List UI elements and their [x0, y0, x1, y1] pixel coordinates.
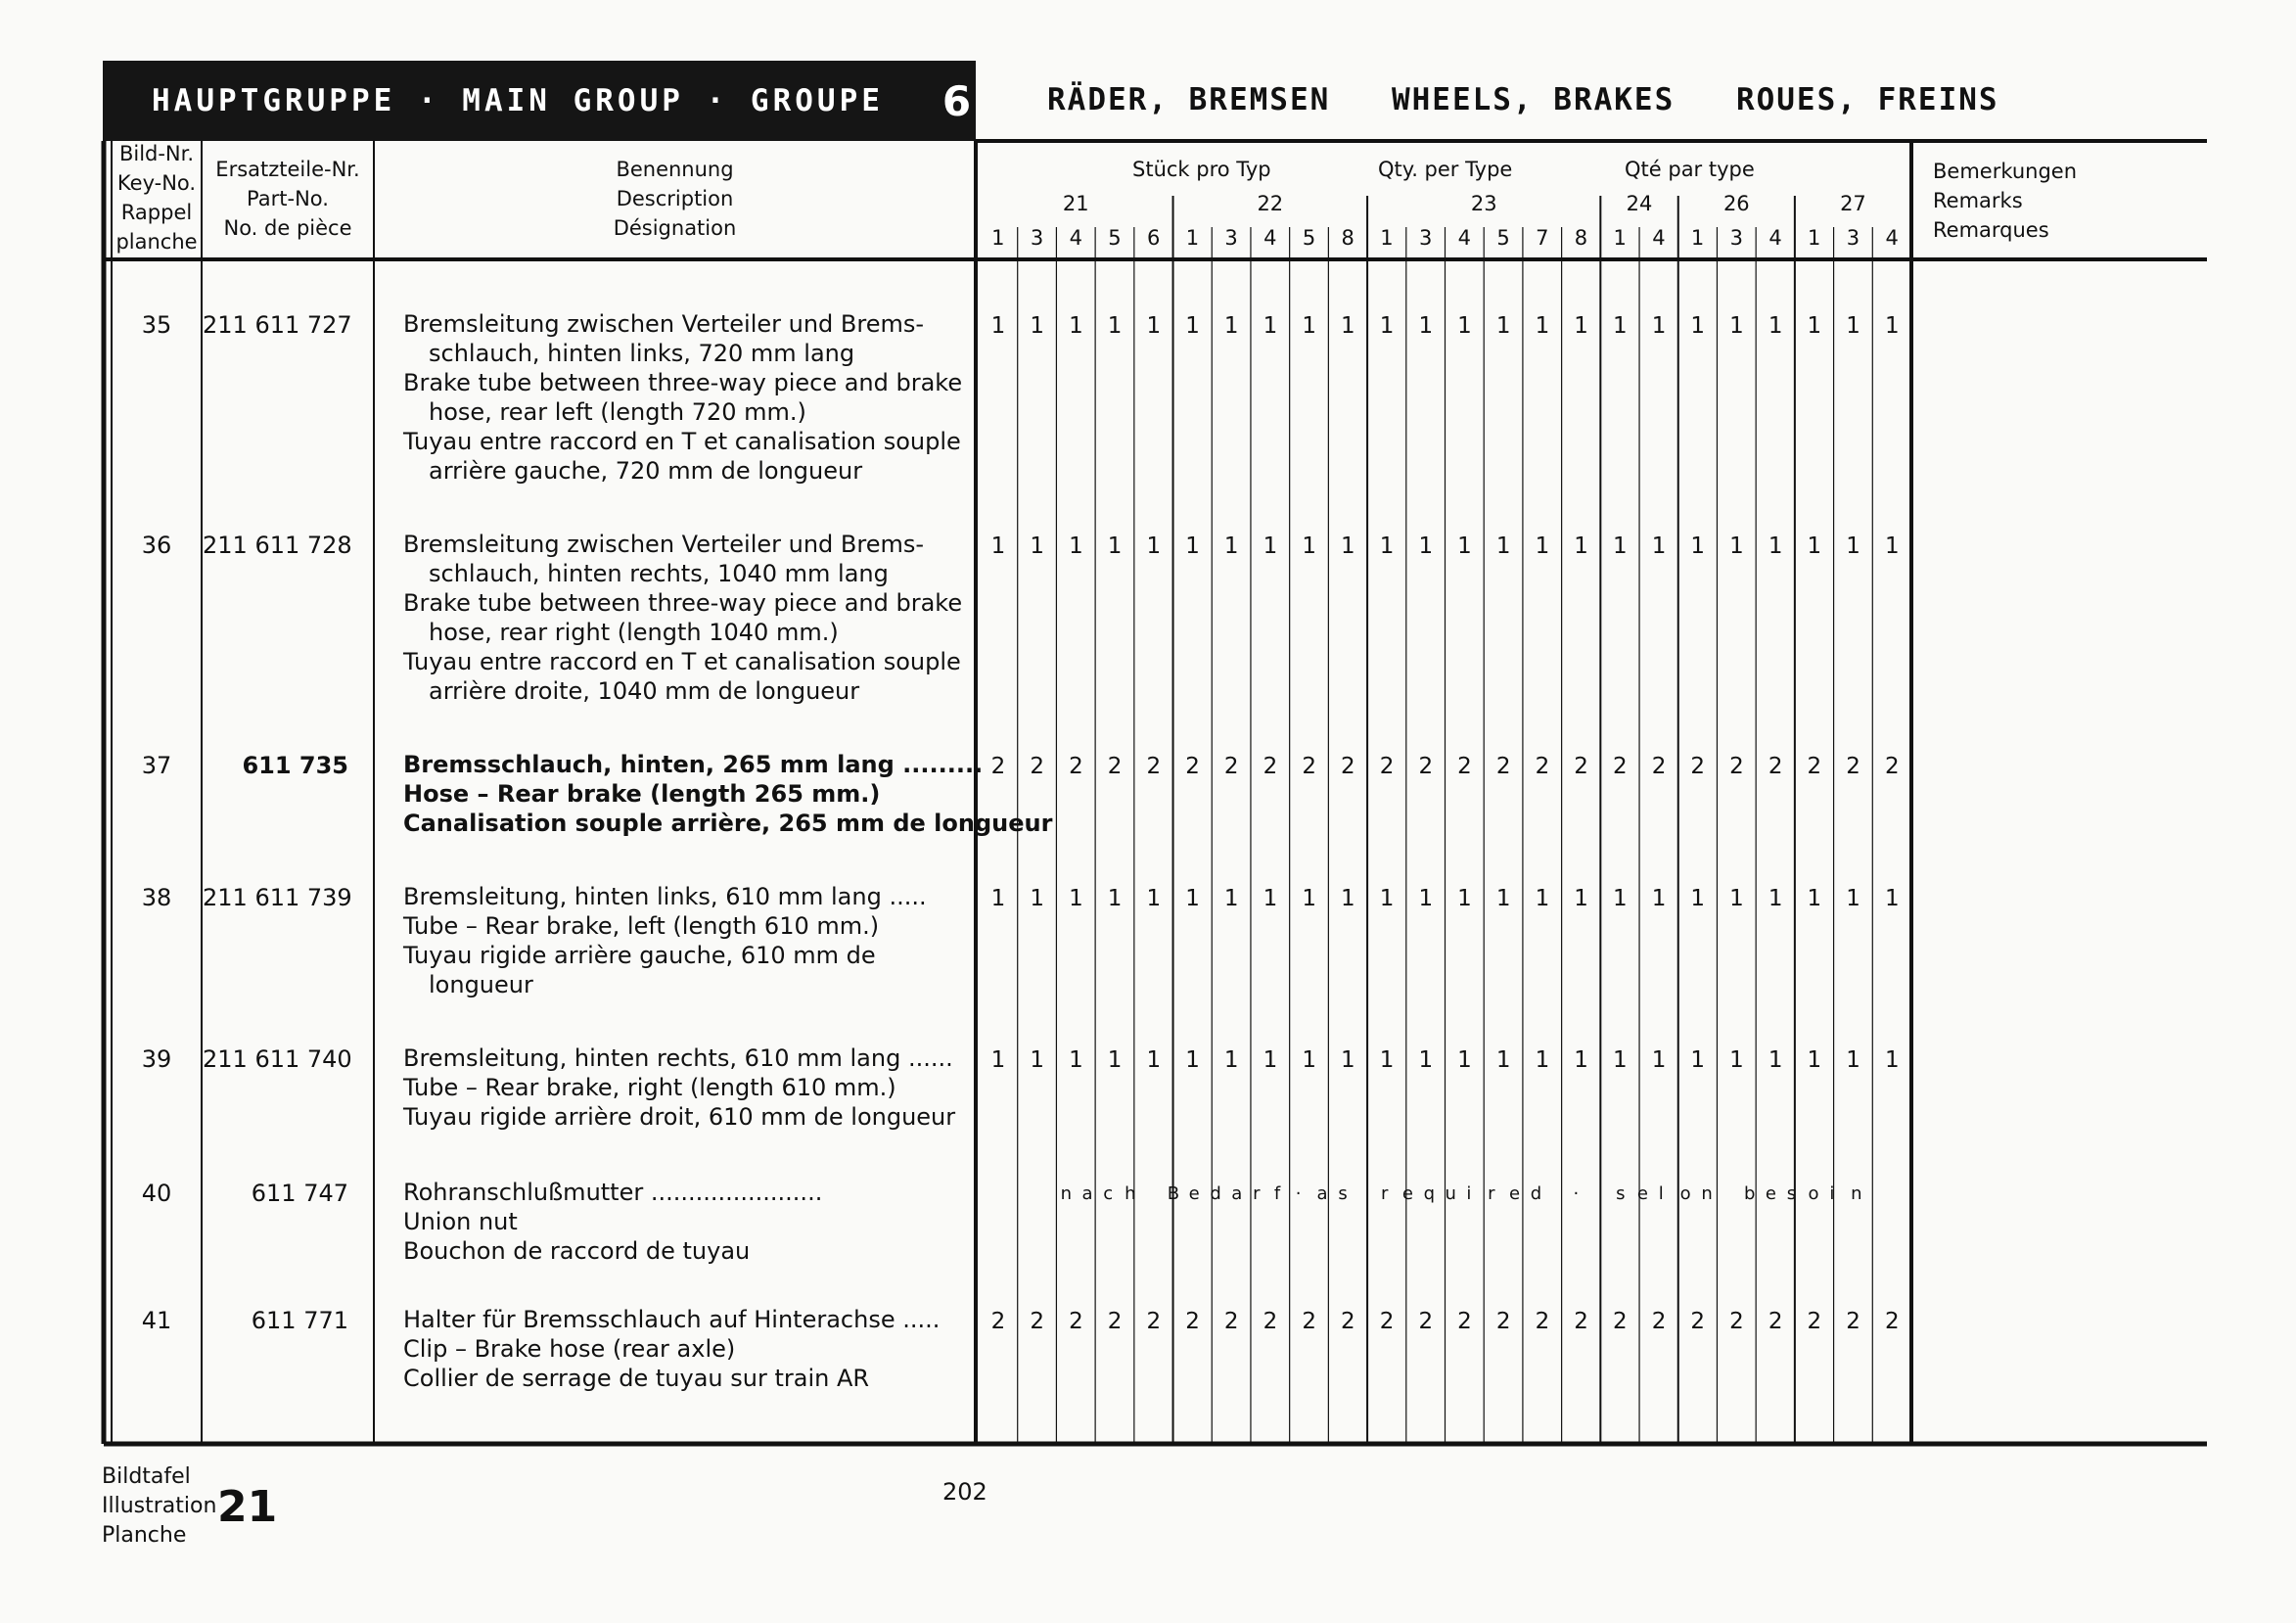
- qty-cell: 2: [1302, 1309, 1316, 1334]
- remarks-header-fr: Remarques: [1933, 218, 2049, 242]
- qty-cell: 2: [1030, 1309, 1045, 1334]
- qty-cell: 1: [1807, 1047, 1822, 1073]
- section-title-fr: ROUES, FREINS: [1735, 82, 1999, 117]
- as-required-letter: q: [1423, 1183, 1436, 1204]
- qty-cell: 1: [1263, 313, 1278, 339]
- description-line: Canalisation souple arrière, 265 mm de longueur: [403, 810, 1053, 837]
- row-part-number: 211 611 739: [203, 884, 352, 911]
- row-part-number: 211 611 728: [203, 532, 352, 559]
- qty-cell: 1: [1030, 1047, 1045, 1073]
- part-column-header: [202, 155, 374, 243]
- sub-type-label: 3: [1418, 226, 1433, 250]
- section-title-de: RÄDER, BREMSEN: [1047, 82, 1331, 117]
- as-required-letter: r: [1488, 1183, 1495, 1204]
- qty-cell: 1: [1418, 533, 1434, 559]
- row-key-number: 36: [141, 532, 172, 559]
- qty-cell: 1: [1457, 533, 1472, 559]
- key-header-fr: Rappel: [120, 201, 193, 224]
- as-required-letter: B: [1167, 1183, 1180, 1204]
- qty-cell: 1: [1768, 886, 1783, 911]
- as-required-letter: r: [1381, 1183, 1389, 1204]
- as-required-letter: d: [1210, 1183, 1221, 1204]
- description-header-en: Description: [616, 187, 734, 210]
- qty-cell: 1: [990, 886, 1006, 911]
- row-part-number: 611 771: [251, 1307, 348, 1334]
- qty-cell: 1: [1613, 886, 1628, 911]
- qty-cell: 1: [1107, 533, 1123, 559]
- as-required-letter: i: [1829, 1183, 1835, 1204]
- qty-cell: 2: [1495, 1309, 1511, 1334]
- qty-cell: 2: [1418, 754, 1434, 779]
- qty-cell: 2: [1535, 1309, 1550, 1334]
- qty-cell: 1: [1341, 1047, 1355, 1073]
- as-required-letter: e: [1765, 1183, 1776, 1204]
- qty-cell: 1: [990, 533, 1006, 559]
- qty-cell: 1: [1729, 313, 1744, 339]
- qty-cell: 2: [1690, 754, 1706, 779]
- sub-type-label: 4: [1768, 226, 1782, 250]
- type-group-27: 27: [1840, 192, 1866, 215]
- sub-type-label: 3: [1224, 226, 1238, 250]
- row-description: [403, 1178, 822, 1266]
- qty-cell: 1: [1030, 313, 1045, 339]
- qty-cell: 1: [1146, 533, 1162, 559]
- description-line: Brake tube between three-way piece and brake: [403, 589, 963, 617]
- qty-cell: 1: [1069, 886, 1083, 911]
- qty-cell: 1: [1729, 886, 1744, 911]
- sub-type-label: 7: [1536, 226, 1549, 250]
- remarks-header-en: Remarks: [1933, 189, 2023, 212]
- qty-cell: 1: [1107, 886, 1123, 911]
- part-header-en: Part-No.: [247, 187, 329, 210]
- sub-type-label: 1: [1690, 226, 1705, 250]
- qty-cell: 1: [1690, 313, 1706, 339]
- description-line: Tube – Rear brake, right (length 610 mm.): [403, 1074, 896, 1101]
- description-line: arrière droite, 1040 mm de longueur: [429, 677, 860, 705]
- qty-cell: 1: [1690, 533, 1706, 559]
- section-title-en: WHEELS, BRAKES: [1391, 82, 1676, 117]
- as-required-letter: n: [1701, 1183, 1713, 1204]
- qty-cell: 2: [1030, 754, 1045, 779]
- as-required-letter: b: [1744, 1183, 1756, 1204]
- qty-cell: 1: [1223, 533, 1239, 559]
- qty-cell: 1: [1574, 533, 1588, 559]
- sub-type-label: 1: [991, 226, 1005, 250]
- sub-type-label: 1: [1380, 226, 1394, 250]
- qty-cell: 1: [1768, 1047, 1783, 1073]
- plate-label-de: Bildtafel: [102, 1464, 191, 1489]
- qty-cell: 2: [1457, 1309, 1472, 1334]
- qty-cell: 1: [1302, 313, 1316, 339]
- qty-cell: 2: [1418, 1309, 1434, 1334]
- qty-cell: 2: [1884, 754, 1900, 779]
- qty-cell: 2: [1729, 1309, 1744, 1334]
- qty-cell: 1: [1107, 313, 1123, 339]
- sub-type-label: 6: [1146, 226, 1161, 250]
- qty-cell: 1: [1146, 1047, 1162, 1073]
- qty-cell: 1: [1302, 1047, 1316, 1073]
- qty-cell: 2: [1613, 754, 1628, 779]
- qty-cell: 1: [1768, 313, 1783, 339]
- qty-cell: 2: [1846, 1309, 1860, 1334]
- sub-type-label: 3: [1030, 226, 1044, 250]
- description-line: Tuyau rigide arrière gauche, 610 mm de: [403, 942, 876, 969]
- row-description: [403, 1043, 955, 1132]
- qty-cell: 1: [1146, 313, 1162, 339]
- qty-cell: 1: [1069, 1047, 1083, 1073]
- qty-cell: 1: [1030, 886, 1045, 911]
- as-required-letter: e: [1636, 1183, 1648, 1204]
- description-line: Tuyau rigide arrière droit, 610 mm de longueur: [403, 1103, 956, 1131]
- row-key-number: 37: [141, 752, 172, 779]
- qty-cell: 1: [1768, 533, 1783, 559]
- description-line: Bouchon de raccord de tuyau: [403, 1237, 751, 1265]
- qty-cell: 1: [1535, 313, 1550, 339]
- qty-cell: 2: [1223, 1309, 1239, 1334]
- sub-type-label: 4: [1263, 226, 1277, 250]
- qty-cell: 2: [1263, 1309, 1278, 1334]
- description-line: arrière gauche, 720 mm de longueur: [429, 457, 863, 485]
- qty-cell: 2: [1263, 754, 1278, 779]
- qty-cell: 2: [1574, 1309, 1588, 1334]
- qty-cell: 1: [1495, 313, 1511, 339]
- type-group-24: 24: [1626, 192, 1653, 215]
- description-line: Clip – Brake hose (rear axle): [403, 1335, 736, 1363]
- sub-type-label: 3: [1846, 226, 1860, 250]
- main-group-label: HAUPTGRUPPE · MAIN GROUP · GROUPE: [152, 83, 884, 118]
- qty-cell: 2: [1069, 1309, 1083, 1334]
- qty-cell: 1: [1302, 533, 1316, 559]
- as-required-letter: n: [1851, 1183, 1862, 1204]
- row-key-number: 41: [141, 1307, 172, 1334]
- qty-cell: 1: [990, 313, 1006, 339]
- qty-cell: 1: [1069, 533, 1083, 559]
- qty-cell: 1: [1302, 886, 1316, 911]
- as-required-letter: r: [1253, 1183, 1261, 1204]
- description-line: Bremsschlauch, hinten, 265 mm lang .........: [403, 751, 984, 778]
- description-line: Bremsleitung, hinten links, 610 mm lang .....: [403, 883, 927, 910]
- sub-type-label: 4: [1069, 226, 1082, 250]
- as-required-letter: d: [1530, 1183, 1542, 1204]
- qty-header-en: Qty. per Type: [1378, 158, 1513, 181]
- qty-cell: 2: [1690, 1309, 1706, 1334]
- as-required-letter: a: [1316, 1183, 1328, 1204]
- remarks-header-de: Bemerkungen: [1933, 160, 2078, 183]
- key-header-en: Key-No.: [116, 171, 197, 195]
- qty-cell: 1: [1495, 1047, 1511, 1073]
- qty-cell: 1: [1535, 1047, 1550, 1073]
- qty-cell: 1: [1535, 886, 1550, 911]
- qty-cell: 1: [1185, 1047, 1200, 1073]
- row-description: [403, 309, 962, 486]
- plate-labels: [102, 1462, 216, 1551]
- part-header-de: Ersatzteile-Nr.: [215, 158, 360, 181]
- description-line: schlauch, hinten rechts, 1040 mm lang: [429, 560, 889, 587]
- qty-cell: 2: [1574, 754, 1588, 779]
- key-header-fr2: planche: [115, 230, 198, 254]
- qty-cell: 2: [1807, 754, 1822, 779]
- row-description: [403, 882, 927, 999]
- as-required-letter: i: [1466, 1183, 1472, 1204]
- as-required-letter: c: [1103, 1183, 1114, 1204]
- key-header-de: Bild-Nr.: [118, 142, 195, 165]
- as-required-letter: l: [1658, 1183, 1664, 1204]
- qty-cell: 1: [1341, 533, 1355, 559]
- sub-type-label: 1: [1808, 226, 1821, 250]
- as-required-letter: u: [1445, 1183, 1456, 1204]
- qty-cell: 1: [1263, 1047, 1278, 1073]
- qty-cell: 1: [1651, 1047, 1667, 1073]
- description-line: Hose – Rear brake (length 265 mm.): [403, 780, 881, 808]
- qty-cell: 2: [1457, 754, 1472, 779]
- qty-cell: 2: [1768, 1309, 1783, 1334]
- qty-cell: 1: [1107, 1047, 1123, 1073]
- qty-cell: 1: [990, 1047, 1006, 1073]
- group-number: 6: [941, 76, 976, 125]
- plate-label-fr: Planche: [102, 1523, 187, 1548]
- as-required-letter: e: [1188, 1183, 1200, 1204]
- qty-cell: 1: [1884, 886, 1900, 911]
- qty-cell: 2: [1379, 1309, 1395, 1334]
- qty-cell: 1: [1223, 886, 1239, 911]
- qty-cell: 2: [1341, 754, 1355, 779]
- description-header-fr: Désignation: [613, 216, 737, 240]
- qty-cell: 1: [1651, 886, 1667, 911]
- qty-cell: 1: [1884, 533, 1900, 559]
- row-key-number: 35: [141, 311, 172, 339]
- qty-cell: 1: [1379, 886, 1395, 911]
- qty-cell: 1: [1495, 533, 1511, 559]
- sub-type-label: 1: [1185, 226, 1200, 250]
- qty-cell: 1: [1495, 886, 1511, 911]
- description-line: Bremsleitung zwischen Verteiler und Brems-: [403, 310, 925, 338]
- qty-cell: 1: [1146, 886, 1162, 911]
- sub-type-label: 4: [1885, 226, 1899, 250]
- plate-label-en: Illustration: [102, 1494, 217, 1518]
- qty-cell: 2: [1223, 754, 1239, 779]
- sub-type-label: 8: [1341, 226, 1355, 250]
- row-key-number: 39: [141, 1045, 172, 1073]
- qty-cell: 1: [1846, 886, 1860, 911]
- qty-cell: 1: [1846, 1047, 1860, 1073]
- qty-cell: 2: [1185, 754, 1200, 779]
- qty-cell: 1: [1341, 313, 1355, 339]
- qty-cell: 1: [1613, 1047, 1628, 1073]
- description-column-header: [374, 155, 976, 243]
- qty-cell: 2: [1884, 1309, 1900, 1334]
- qty-header-de: Stück pro Typ: [1132, 158, 1271, 181]
- qty-cell: 1: [1846, 313, 1860, 339]
- description-line: Union nut: [403, 1208, 518, 1235]
- as-required-letter: o: [1808, 1183, 1819, 1204]
- qty-cell: 1: [1535, 533, 1550, 559]
- description-line: Collier de serrage de tuyau sur train AR: [403, 1365, 870, 1392]
- type-group-22: 22: [1257, 192, 1284, 215]
- qty-cell: 2: [1535, 754, 1550, 779]
- qty-cell: 1: [1457, 313, 1472, 339]
- row-description: [403, 530, 962, 706]
- page-number: 202: [942, 1478, 987, 1506]
- type-group-21: 21: [1062, 192, 1089, 215]
- sub-type-label: 3: [1729, 226, 1743, 250]
- row-part-number: 611 747: [251, 1180, 348, 1207]
- qty-cell: 2: [1107, 754, 1123, 779]
- qty-cell: 1: [1030, 533, 1045, 559]
- as-required-letter: a: [1231, 1183, 1243, 1204]
- qty-cell: 2: [1651, 1309, 1667, 1334]
- qty-cell: 1: [1884, 1047, 1900, 1073]
- description-line: Tube – Rear brake, left (length 610 mm.): [403, 912, 880, 940]
- qty-cell: 1: [1223, 1047, 1239, 1073]
- qty-cell: 1: [1846, 533, 1860, 559]
- qty-cell: 1: [1418, 313, 1434, 339]
- qty-cell: 1: [1729, 533, 1744, 559]
- qty-cell: 2: [1846, 754, 1860, 779]
- qty-cell: 1: [1574, 1047, 1588, 1073]
- as-required-letter: e: [1508, 1183, 1521, 1204]
- qty-cell: 2: [1107, 1309, 1123, 1334]
- qty-cell: 1: [1379, 533, 1395, 559]
- description-line: Halter für Bremsschlauch auf Hinterachse .....: [403, 1306, 941, 1333]
- row-description: [403, 750, 1052, 838]
- sub-type-label: 8: [1574, 226, 1588, 250]
- qty-cell: 1: [1418, 1047, 1434, 1073]
- qty-cell: 2: [1069, 754, 1083, 779]
- qty-cell: 1: [1729, 1047, 1744, 1073]
- description-line: Bremsleitung, hinten rechts, 610 mm lang ......: [403, 1044, 953, 1072]
- as-required-letter: n: [1060, 1183, 1073, 1204]
- as-required-letter: s: [1338, 1183, 1348, 1204]
- qty-cell: 1: [1263, 886, 1278, 911]
- qty-cell: 2: [990, 1309, 1006, 1334]
- qty-cell: 2: [1613, 1309, 1628, 1334]
- qty-cell: 1: [1185, 313, 1200, 339]
- row-description: [403, 1305, 940, 1393]
- as-required-letter: f: [1273, 1183, 1281, 1204]
- qty-cell: 1: [1418, 886, 1434, 911]
- row-part-number: 211 611 727: [203, 311, 352, 339]
- part-header-fr: No. de pièce: [223, 216, 352, 240]
- description-line: hose, rear left (length 720 mm.): [429, 398, 806, 426]
- row-key-number: 40: [141, 1180, 172, 1207]
- qty-cell: 1: [1263, 533, 1278, 559]
- qty-cell: 2: [1341, 1309, 1355, 1334]
- sub-type-label: 4: [1652, 226, 1666, 250]
- description-line: Tuyau entre raccord en T et canalisation souple: [403, 428, 961, 455]
- as-required-letter: o: [1679, 1183, 1691, 1204]
- qty-cell: 1: [1457, 1047, 1472, 1073]
- qty-cell: 1: [1574, 313, 1588, 339]
- as-required-letter: s: [1616, 1183, 1626, 1204]
- qty-cell: 1: [1651, 533, 1667, 559]
- qty-cell: 2: [1651, 754, 1667, 779]
- qty-cell: 1: [1690, 1047, 1706, 1073]
- qty-cell: 1: [1690, 886, 1706, 911]
- description-line: Brake tube between three-way piece and brake: [403, 369, 963, 396]
- description-line: hose, rear right (length 1040 mm.): [429, 619, 839, 646]
- plate-number: 21: [217, 1482, 278, 1532]
- qty-cell: 1: [1379, 313, 1395, 339]
- qty-cell: 2: [1146, 754, 1162, 779]
- description-header-de: Benennung: [616, 158, 734, 181]
- as-required-letter: ·: [1295, 1183, 1302, 1204]
- qty-cell: 2: [1495, 754, 1511, 779]
- description-line: schlauch, hinten links, 720 mm lang: [429, 340, 855, 367]
- description-line: longueur: [429, 971, 533, 998]
- qty-cell: 2: [1302, 754, 1316, 779]
- description-line: Tuyau entre raccord en T et canalisation souple: [403, 648, 961, 675]
- row-key-number: 38: [141, 884, 172, 911]
- description-line: Rohranschlußmutter .......................: [403, 1179, 823, 1206]
- qty-cell: 1: [1341, 886, 1355, 911]
- sub-type-label: 5: [1496, 226, 1510, 250]
- qty-cell: 1: [1457, 886, 1472, 911]
- qty-cell: 2: [1379, 754, 1395, 779]
- qty-cell: 1: [1807, 533, 1822, 559]
- qty-cell: 2: [1185, 1309, 1200, 1334]
- qty-cell: 1: [1613, 533, 1628, 559]
- as-required-letter: h: [1125, 1183, 1136, 1204]
- row-part-number: 611 735: [242, 752, 348, 779]
- row-part-number: 211 611 740: [203, 1045, 352, 1073]
- qty-cell: 1: [1807, 886, 1822, 911]
- qty-cell: 2: [1146, 1309, 1162, 1334]
- as-required-letter: a: [1081, 1183, 1093, 1204]
- qty-cell: 1: [1379, 1047, 1395, 1073]
- sub-type-label: 4: [1457, 226, 1472, 250]
- as-required-letter: ·: [1573, 1183, 1580, 1204]
- qty-cell: 1: [1223, 313, 1239, 339]
- qty-cell: 2: [1807, 1309, 1822, 1334]
- qty-cell: 1: [1884, 313, 1900, 339]
- qty-cell: 2: [1768, 754, 1783, 779]
- sub-type-label: 5: [1108, 226, 1122, 250]
- remarks-column-header: [1933, 157, 2077, 245]
- type-group-23: 23: [1470, 192, 1497, 215]
- qty-cell: 1: [1807, 313, 1822, 339]
- qty-cell: 1: [1651, 313, 1667, 339]
- type-group-26: 26: [1722, 192, 1750, 215]
- as-required-letter: s: [1786, 1183, 1797, 1204]
- description-line: Bremsleitung zwischen Verteiler und Brems-: [403, 531, 925, 558]
- qty-cell: 1: [1069, 313, 1083, 339]
- qty-cell: 2: [1729, 754, 1744, 779]
- qty-cell: 1: [1613, 313, 1628, 339]
- as-required-letter: e: [1401, 1183, 1413, 1204]
- qty-cell: 1: [1574, 886, 1588, 911]
- sub-type-label: 5: [1302, 226, 1316, 250]
- qty-cell: 2: [990, 754, 1006, 779]
- qty-cell: 1: [1185, 533, 1200, 559]
- qty-header-fr: Qté par type: [1625, 158, 1755, 181]
- qty-cell: 1: [1185, 886, 1200, 911]
- sub-type-label: 1: [1613, 226, 1627, 250]
- key-column-header: [112, 139, 202, 256]
